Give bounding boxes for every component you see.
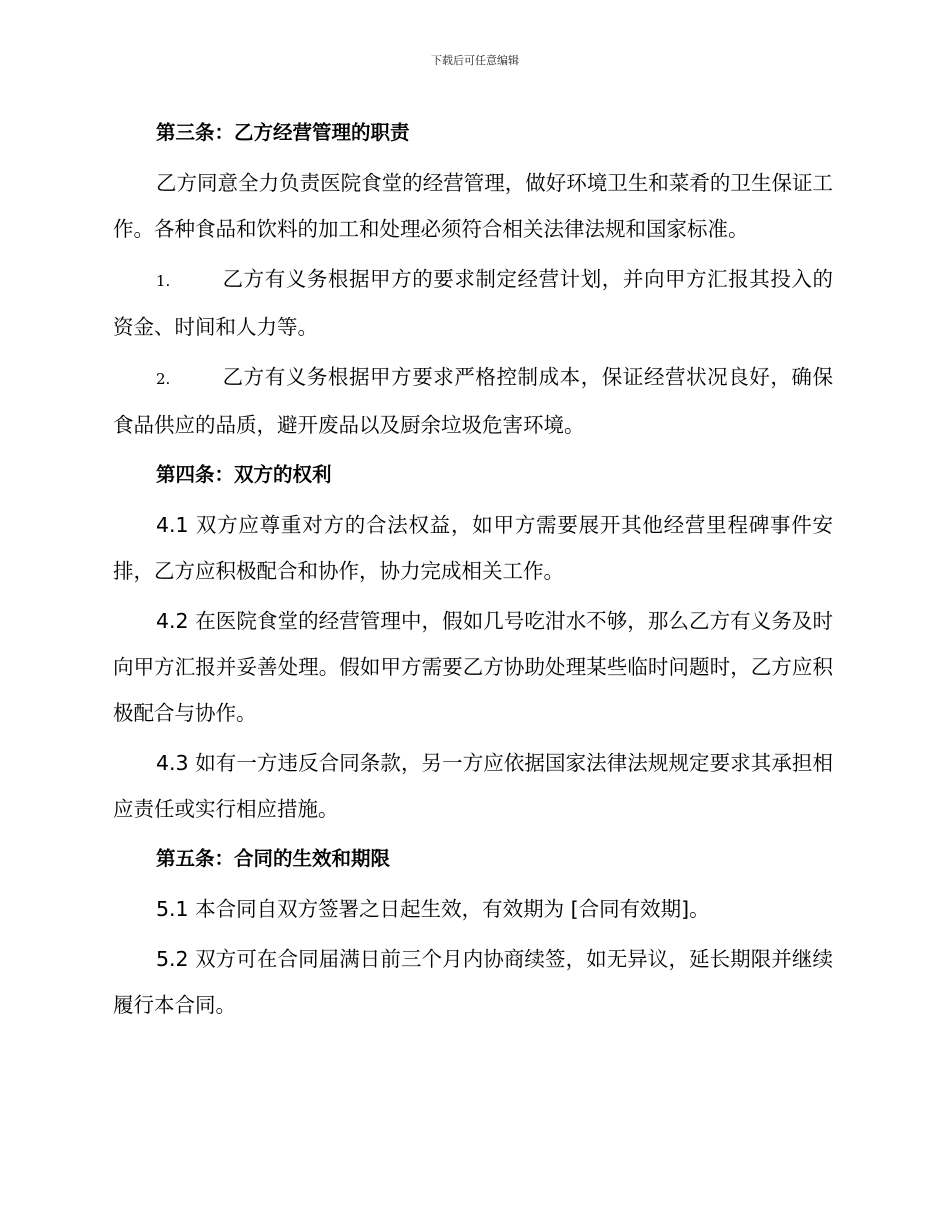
item-number: 1. <box>156 272 171 290</box>
article-3-heading: 第三条：乙方经营管理的职责 <box>156 121 410 144</box>
article-3-item-2 <box>113 354 833 448</box>
article-3-item-1 <box>113 256 833 350</box>
article-4 <box>113 452 833 832</box>
item-number: 2. <box>156 370 171 388</box>
item-text: 乙方有义务根据甲方要求严格控制成本，保证经营状况良好，确保食品供应的品质，避开废品以及厨余垃圾危害环境。 <box>113 365 833 437</box>
clause-4-1: 4.1 双方应尊重对方的合法权益，如甲方需要展开其他经营里程碑事件安排，乙方应积极配合和协作，协力完成相关工作。 <box>113 513 833 583</box>
clause-5-1: 5.1 本合同自双方签署之日起生效，有效期为 [合同有效期]。 <box>156 897 710 921</box>
article-3 <box>113 110 833 448</box>
clause-5-2: 5.2 双方可在合同届满日前三个月内协商续签，如无异议，延长期限并继续履行本合同。 <box>113 947 833 1017</box>
clause-4-2: 4.2 在医院食堂的经营管理中，假如几号吃泔水不够，那么乙方有义务及时向甲方汇报并妥善处理。假如甲方需要乙方协助处理某些临时问题时，乙方应积极配合与协作。 <box>113 609 833 725</box>
article-3-intro: 乙方同意全力负责医院食堂的经营管理，做好环境卫生和菜肴的卫生保证工作。各种食品和饮料的加工和处理必须符合相关法律法规和国家标准。 <box>113 171 833 241</box>
article-5 <box>113 836 833 1028</box>
document-body <box>113 110 833 1032</box>
page-header-note: 下载后可任意编辑 <box>431 54 519 67</box>
article-5-heading: 第五条：合同的生效和期限 <box>156 847 391 870</box>
item-text: 乙方有义务根据甲方的要求制定经营计划，并向甲方汇报其投入的资金、时间和人力等。 <box>113 267 833 339</box>
clause-4-3: 4.3 如有一方违反合同条款，另一方应依据国家法律法规规定要求其承担相应责任或实行相应措施。 <box>113 751 833 821</box>
article-4-heading: 第四条：双方的权利 <box>156 463 332 486</box>
